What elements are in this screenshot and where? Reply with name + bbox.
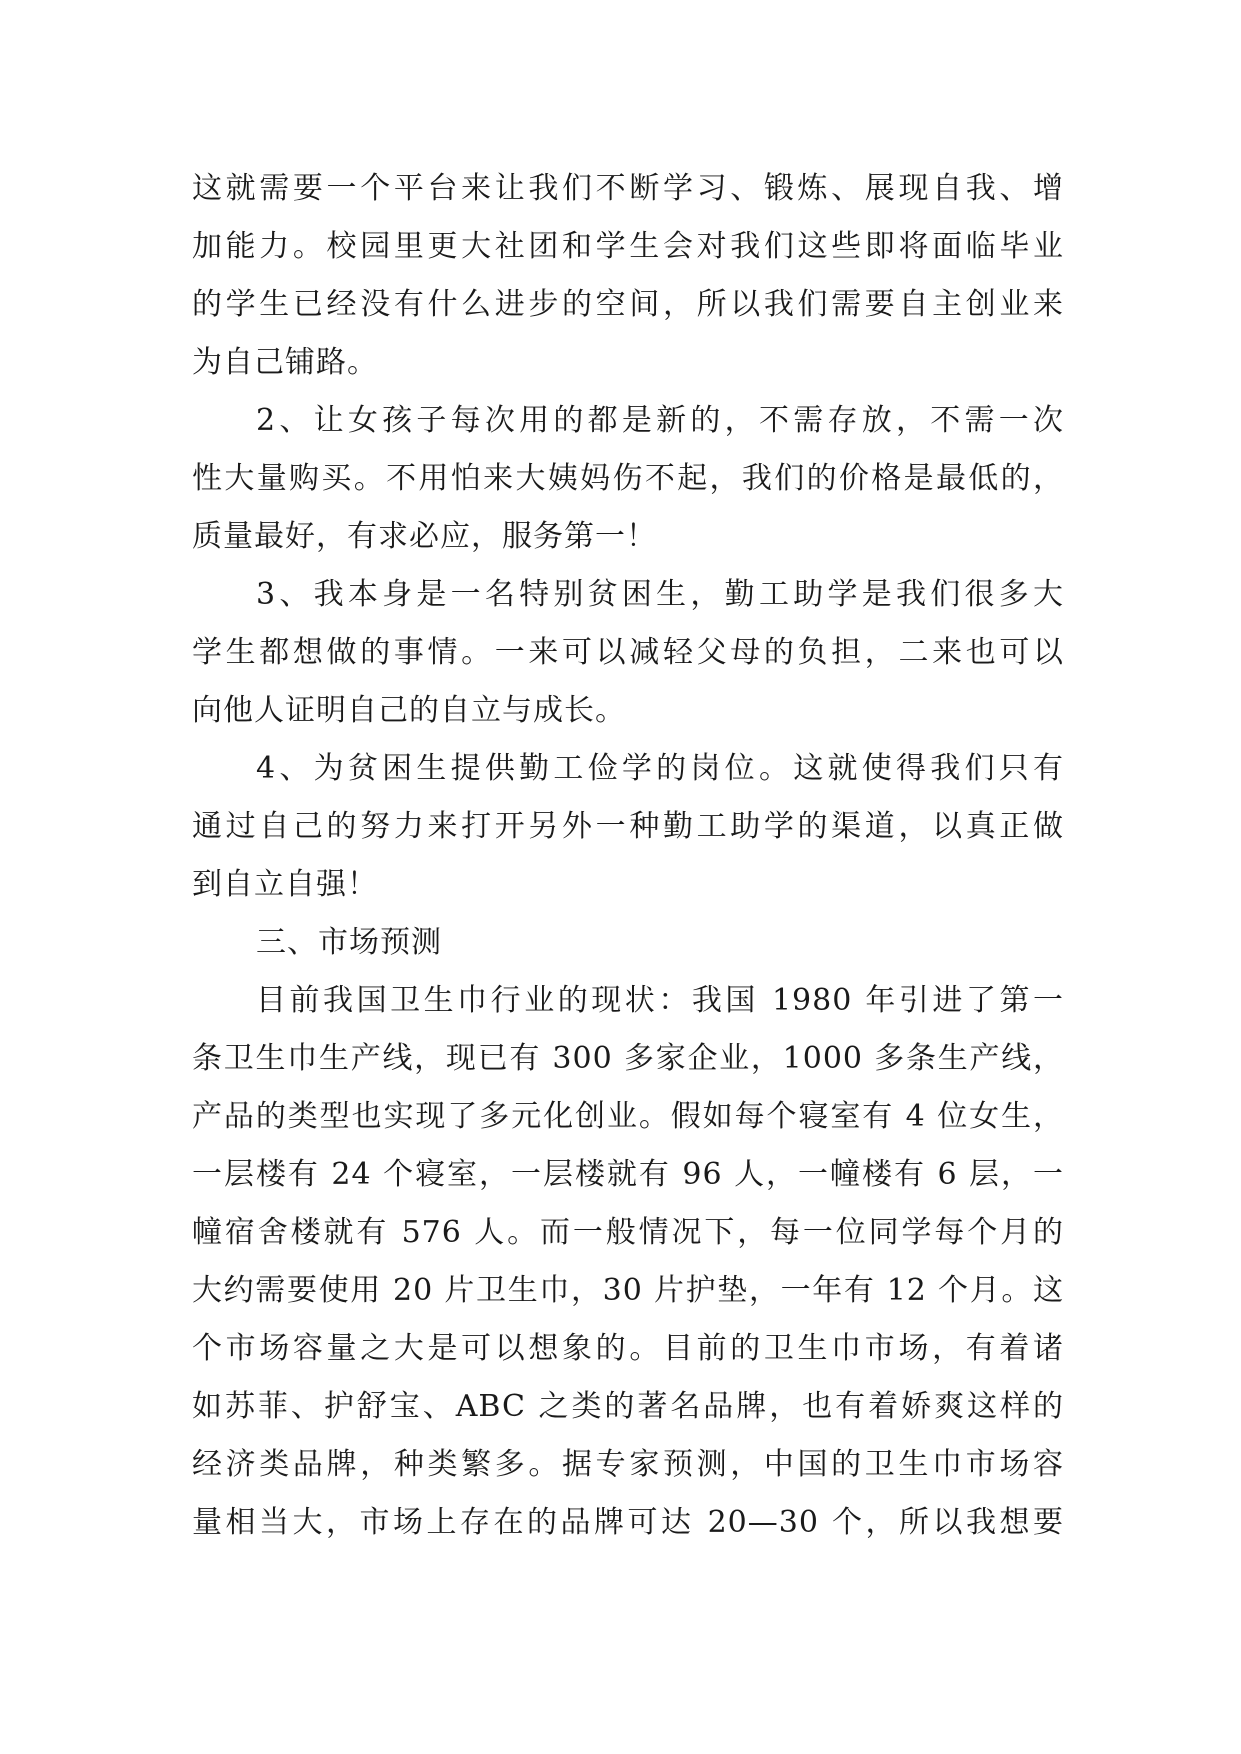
text-line: 4、为贫困生提供勤工俭学的岗位。这就使得我们只有 <box>256 751 1064 786</box>
text-line: 量相当大，市场上存在的品牌可达 20—30 个，所以我想要 <box>192 1505 1064 1540</box>
text-line: 目前我国卫生巾行业的现状：我国 1980 年引进了第一 <box>256 983 1064 1018</box>
text-line: 性大量购买。不用怕来大姨妈伤不起，我们的价格是最低的， <box>192 461 1064 496</box>
text-line: 为自己铺路。 <box>192 345 378 380</box>
text-line: 大约需要使用 20 片卫生巾，30 片护垫，一年有 12 个月。这 <box>192 1273 1064 1308</box>
text-line: 产品的类型也实现了多元化创业。假如每个寝室有 4 位女生， <box>192 1099 1064 1134</box>
text-line: 条卫生巾生产线，现已有 300 多家企业，1000 多条生产线， <box>192 1041 1064 1076</box>
text-line: 向他人证明自己的自立与成长。 <box>192 693 626 728</box>
text-line: 的学生已经没有什么进步的空间，所以我们需要自主创业来 <box>192 287 1064 322</box>
text-line: 幢宿舍楼就有 576 人。而一般情况下，每一位同学每个月的 <box>192 1215 1064 1250</box>
text-line: 质量最好，有求必应，服务第一！ <box>192 519 657 554</box>
document-body <box>192 160 1064 1552</box>
text-line: 经济类品牌，种类繁多。据专家预测，中国的卫生巾市场容 <box>192 1447 1064 1482</box>
text-line: 加能力。校园里更大社团和学生会对我们这些即将面临毕业 <box>192 229 1064 264</box>
text-line: 一层楼有 24 个寝室，一层楼就有 96 人，一幢楼有 6 层，一 <box>192 1157 1064 1192</box>
text-line: 三、市场预测 <box>256 925 442 960</box>
text-line: 通过自己的努力来打开另外一种勤工助学的渠道，以真正做 <box>192 809 1064 844</box>
text-line: 个市场容量之大是可以想象的。目前的卫生巾市场，有着诸 <box>192 1331 1064 1366</box>
text-line: 3、我本身是一名特别贫困生，勤工助学是我们很多大 <box>256 577 1064 612</box>
text-line: 如苏菲、护舒宝、ABC 之类的著名品牌，也有着娇爽这样的 <box>192 1389 1064 1424</box>
text-line: 这就需要一个平台来让我们不断学习、锻炼、展现自我、增 <box>192 171 1064 206</box>
text-line: 2、让女孩子每次用的都是新的，不需存放，不需一次 <box>256 403 1064 438</box>
text-line: 学生都想做的事情。一来可以减轻父母的负担，二来也可以 <box>192 635 1064 670</box>
text-line: 到自立自强！ <box>192 867 378 902</box>
